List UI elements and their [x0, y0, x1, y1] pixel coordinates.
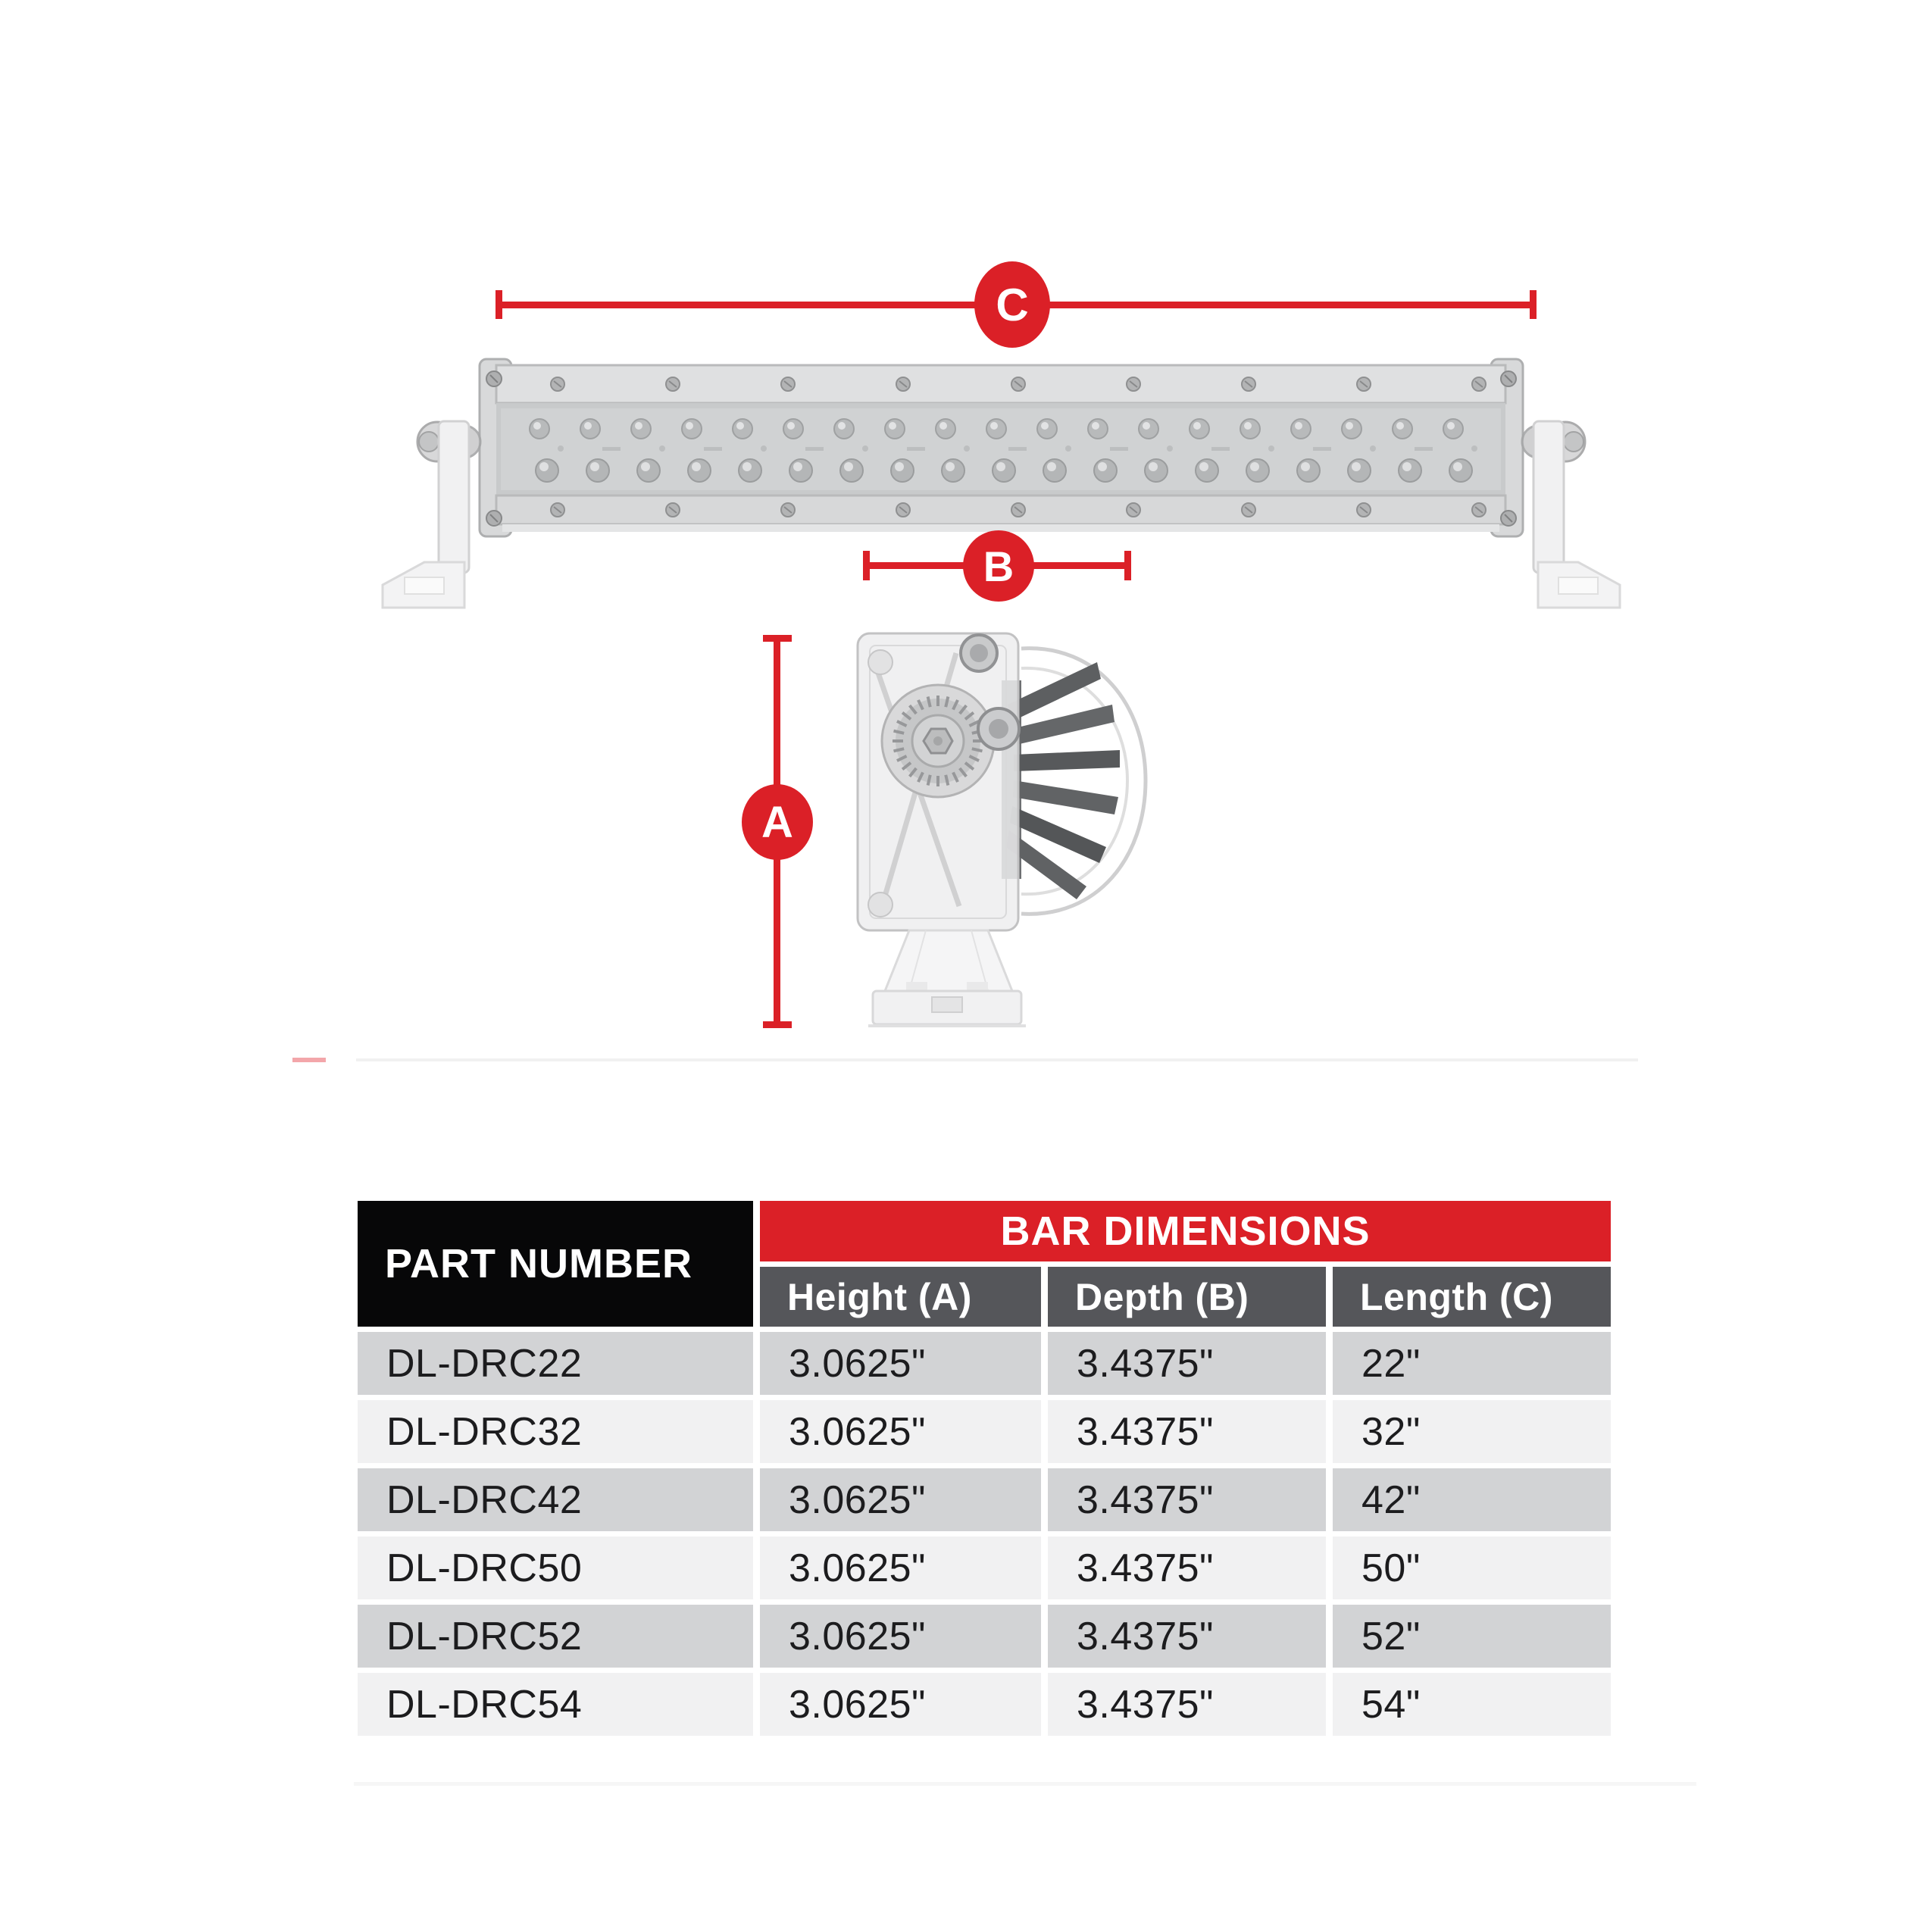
pedestal-mount [868, 930, 1026, 1026]
depth-cell: 3.4375" [1048, 1537, 1326, 1599]
mounting-bracket-left [383, 421, 480, 608]
column-header-length: Length (C) [1333, 1267, 1611, 1327]
part-number-cell: DL-DRC50 [358, 1537, 753, 1599]
height-cell: 3.0625" [760, 1332, 1041, 1395]
depth-cell: 3.4375" [1048, 1332, 1326, 1395]
dim-label-b: B [983, 542, 1014, 590]
divider-accent [292, 1058, 326, 1062]
length-cell: 52" [1333, 1605, 1611, 1668]
bar-top-rail [496, 365, 1505, 403]
length-cell: 50" [1333, 1537, 1611, 1599]
part-number-cell: DL-DRC42 [358, 1468, 753, 1531]
dim-label-a: A [761, 798, 793, 847]
mounting-bracket-right [1522, 421, 1620, 608]
column-header-depth: Depth (B) [1048, 1267, 1326, 1327]
height-cell: 3.0625" [760, 1673, 1041, 1736]
part-number-cell: DL-DRC22 [358, 1332, 753, 1395]
length-cell: 42" [1333, 1468, 1611, 1531]
part-number-cell: DL-DRC54 [358, 1673, 753, 1736]
lightbar-side-view [858, 633, 1146, 1026]
height-cell: 3.0625" [760, 1605, 1041, 1668]
height-cell: 3.0625" [760, 1537, 1041, 1599]
height-cell: 3.0625" [760, 1468, 1041, 1531]
height-cell: 3.0625" [760, 1400, 1041, 1463]
dim-line-b [863, 530, 1131, 602]
depth-cell: 3.4375" [1048, 1400, 1326, 1463]
depth-cell: 3.4375" [1048, 1605, 1326, 1668]
length-cell: 32" [1333, 1400, 1611, 1463]
length-cell: 22" [1333, 1332, 1611, 1395]
dim-line-a [742, 635, 813, 1028]
part-number-header: PART NUMBER [358, 1201, 753, 1327]
length-cell: 54" [1333, 1673, 1611, 1736]
depth-cell: 3.4375" [1048, 1468, 1326, 1531]
footer-divider-line [354, 1782, 1696, 1786]
bar-dimensions-table [358, 1201, 1611, 1736]
bar-dimensions-header: BAR DIMENSIONS [760, 1201, 1611, 1261]
dim-label-c: C [996, 280, 1029, 330]
depth-cell: 3.4375" [1048, 1673, 1326, 1736]
divider-line [356, 1058, 1638, 1061]
dim-line-c [496, 261, 1537, 348]
adjustment-knob [882, 685, 994, 797]
part-number-cell: DL-DRC52 [358, 1605, 753, 1668]
part-number-cell: DL-DRC32 [358, 1400, 753, 1463]
column-header-height: Height (A) [760, 1267, 1041, 1327]
bar-bottom-rail [496, 496, 1505, 524]
